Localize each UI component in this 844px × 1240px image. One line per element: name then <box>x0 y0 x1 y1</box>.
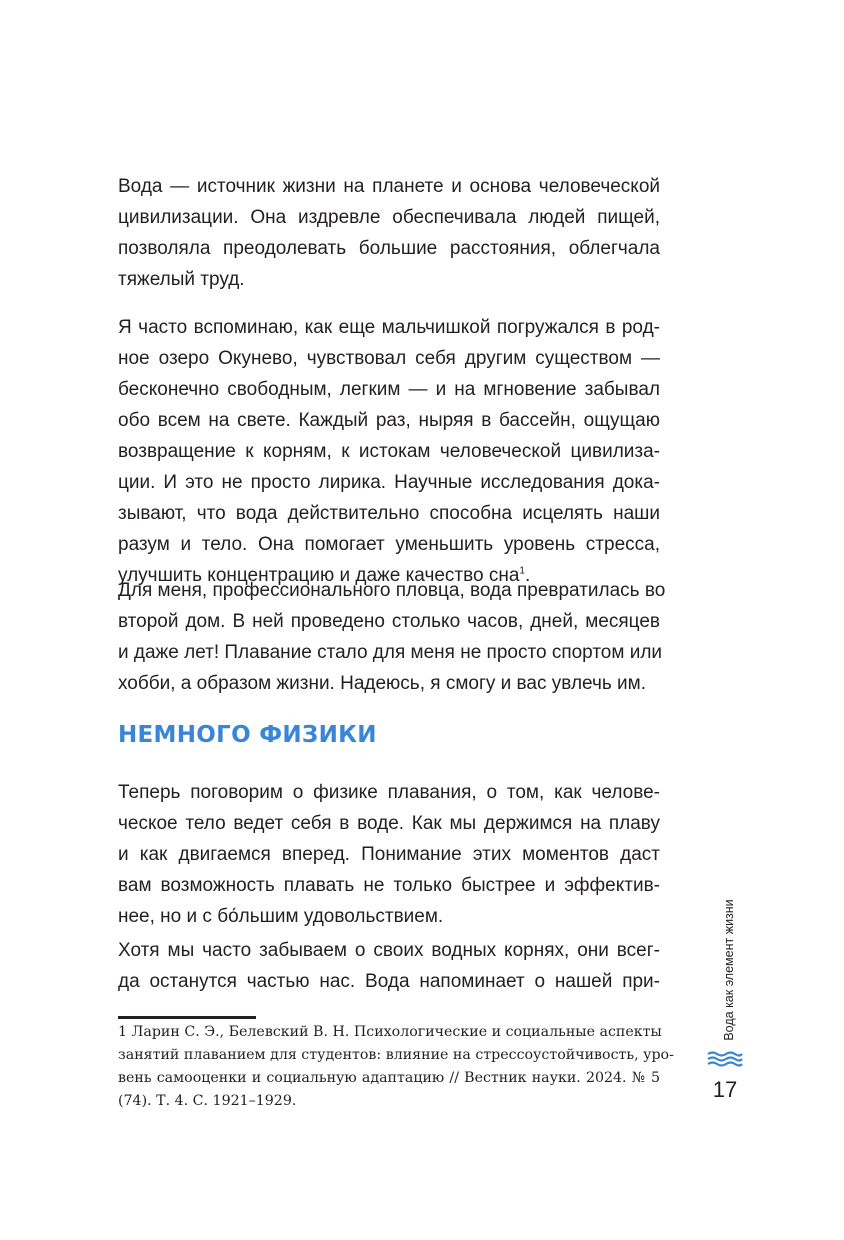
text-line: вам возможность плавать не только быстрее и эффектив- <box>118 875 660 896</box>
running-title <box>717 900 741 1040</box>
waves-icon <box>707 1051 743 1067</box>
text-line: бесконечно свободным, легким — и на мгновение забывал <box>118 379 660 400</box>
footnote-divider <box>118 1016 256 1019</box>
section-heading: НЕМНОГО ФИЗИКИ <box>118 722 377 748</box>
footnote-line: вень самооценки и социальную адаптацию // Вестник науки. 2024. № 5 <box>118 1070 660 1086</box>
text-line: цивилизации. Она издревле обеспечивала людей пищей, <box>118 207 660 228</box>
footnote-reference[interactable]: 1 <box>519 565 525 577</box>
text-line: улучшить концентрацию и даже качество сна$^1$. <box>118 565 531 586</box>
footnote <box>118 1021 674 1113</box>
text-line: Вода — источник жизни на планете и основа человеческой <box>118 176 660 197</box>
text-line: Я часто вспоминаю, как еще мальчишкой погружался в род- <box>118 317 660 338</box>
text-line: да останутся частью нас. Вода напоминает о нашей при- <box>118 971 660 992</box>
text-line: ции. И это не просто лирика. Научные исследования дока- <box>118 472 660 493</box>
footnote-line: (74). Т. 4. С. 1921–1929. <box>118 1093 297 1109</box>
text-line: ческое тело ведет себя в воде. Как мы держимся на плаву <box>118 813 660 834</box>
text-line: тяжелый труд. <box>118 269 245 290</box>
text-line: Теперь поговорим о физике плавания, о том, как челове- <box>118 782 660 803</box>
text-line: возвращение к корням, к истокам человеческой цивилиза- <box>118 441 660 462</box>
text-line: хобби, а образом жизни. Надеюсь, я смогу и вас увлечь им. <box>118 673 646 694</box>
text-line: обо всем на свете. Каждый раз, ныряя в бассейн, ощущаю <box>118 410 660 431</box>
paragraph-3 <box>118 575 666 699</box>
text-line: нее, но и с бо́льшим удовольствием. <box>118 906 444 927</box>
running-title-text: Вода как элемент жизни <box>722 899 736 1041</box>
paragraph-1 <box>118 171 660 295</box>
text-line: разум и тело. Она помогает уменьшить уровень стресса, <box>118 534 660 555</box>
text-line: Хотя мы часто забываем о своих водных корнях, они всег- <box>118 940 660 961</box>
text-line: Для меня, профессионального пловца, вода превратилась во <box>118 580 666 601</box>
text-line: и как двигаемся вперед. Понимание этих моментов даст <box>118 844 660 865</box>
text-line: зывают, что вода действительно способна исцелять наши <box>118 503 660 524</box>
text-line: и даже лет! Плавание стало для меня не просто спортом или <box>118 642 663 663</box>
footnote-line: занятий плаванием для студентов: влияние на стрессоустойчивость, уро- <box>118 1047 674 1063</box>
paragraph-4 <box>118 777 660 932</box>
footnote-line: 1 Ларин С. Э., Белевский В. Н. Психологические и социальные аспекты <box>118 1024 662 1040</box>
text-line: второй дом. В ней проведено столько часов, дней, месяцев <box>118 611 660 632</box>
page-number: 17 <box>712 1077 738 1102</box>
text-line: позволяла преодолевать большие расстояния, облегчала <box>118 238 660 259</box>
paragraph-2 <box>118 312 660 591</box>
text-line: ное озеро Окунево, чувствовал себя другим существом — <box>118 348 660 369</box>
paragraph-5 <box>118 935 660 997</box>
